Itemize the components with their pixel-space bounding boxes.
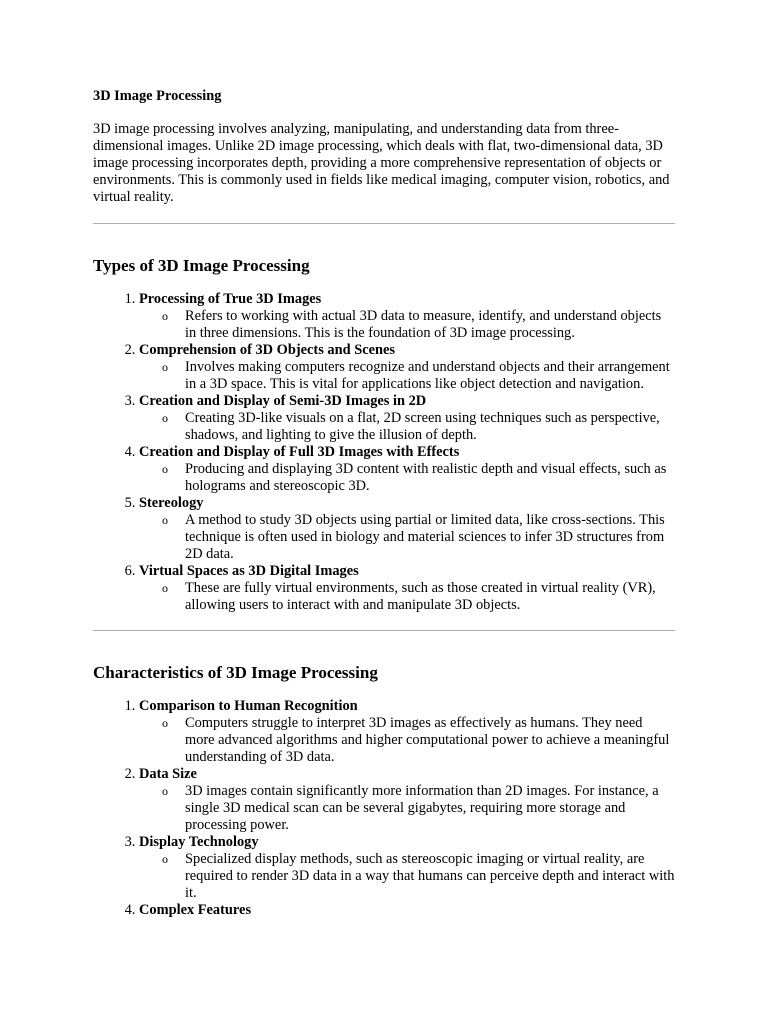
section-divider — [93, 223, 675, 224]
item-title: Virtual Spaces as 3D Digital Images — [139, 563, 359, 579]
item-detail: o Involves making computers recognize and understand objects and their arrangement in a 3D space. This is vital for applications like object detection and navigation. — [185, 359, 675, 393]
item-title: Processing of True 3D Images — [139, 291, 322, 307]
intro-paragraph: 3D image processing involves analyzing, manipulating, and understanding data from three-dimensional images. Unlike 2D image processing, which deals with flat, two-dimensional data, 3D image processing incorporates depth, providing a more comprehensive representation of objects or environments. This is commonly used in fields like medical imaging, computer vision, robotics, and virtual reality. — [93, 121, 670, 205]
item-title: Stereology — [139, 495, 204, 511]
list-item — [139, 393, 675, 444]
item-detail: o These are fully virtual environments, such as those created in virtual reality (VR), allowing users to interact with and manipulate 3D objects. — [185, 580, 675, 614]
item-detail: o A method to study 3D objects using partial or limited data, like cross-sections. This technique is often used in biology and material sciences to infer 3D structures from 2D data. — [185, 512, 675, 563]
item-title: Display Technology — [139, 834, 259, 850]
list-item — [139, 834, 675, 902]
item-detail: o Producing and displaying 3D content with realistic depth and visual effects, such as holograms and stereoscopic 3D. — [185, 461, 675, 495]
item-detail: o Specialized display methods, such as stereoscopic imaging or virtual reality, are required to render 3D data in a way that humans can perceive depth and interact with it. — [185, 851, 675, 902]
list-item — [139, 444, 675, 495]
list-item — [139, 495, 675, 563]
item-title: Data Size — [139, 766, 197, 782]
list-item — [139, 563, 675, 614]
section-divider — [93, 630, 675, 631]
item-title: Creation and Display of Semi-3D Images in 2D — [139, 393, 427, 409]
characteristics-list — [93, 698, 675, 919]
item-title: Complex Features — [139, 902, 252, 918]
list-item — [139, 902, 675, 919]
list-item — [139, 766, 675, 834]
types-heading: Types of 3D Image Processing — [93, 256, 310, 275]
document-title: 3D Image Processing — [93, 88, 222, 104]
item-title: Creation and Display of Full 3D Images with Effects — [139, 444, 460, 460]
characteristics-heading: Characteristics of 3D Image Processing — [93, 663, 378, 682]
types-list — [93, 291, 675, 614]
item-title: Comparison to Human Recognition — [139, 698, 358, 714]
item-detail: o 3D images contain significantly more information than 2D images. For instance, a single 3D medical scan can be several gigabytes, requiring more storage and processing power. — [185, 783, 675, 834]
item-detail: o Refers to working with actual 3D data to measure, identify, and understand objects in three dimensions. This is the foundation of 3D image processing. — [185, 308, 675, 342]
item-title: Comprehension of 3D Objects and Scenes — [139, 342, 395, 358]
list-item — [139, 291, 675, 342]
list-item — [139, 342, 675, 393]
list-item — [139, 698, 675, 766]
item-detail: o Creating 3D-like visuals on a flat, 2D screen using techniques such as perspective, shadows, and lighting to give the illusion of depth. — [185, 410, 675, 444]
item-detail: o Computers struggle to interpret 3D images as effectively as humans. They need more advanced algorithms and higher computational power to achieve a meaningful understanding of 3D data. — [185, 715, 675, 766]
